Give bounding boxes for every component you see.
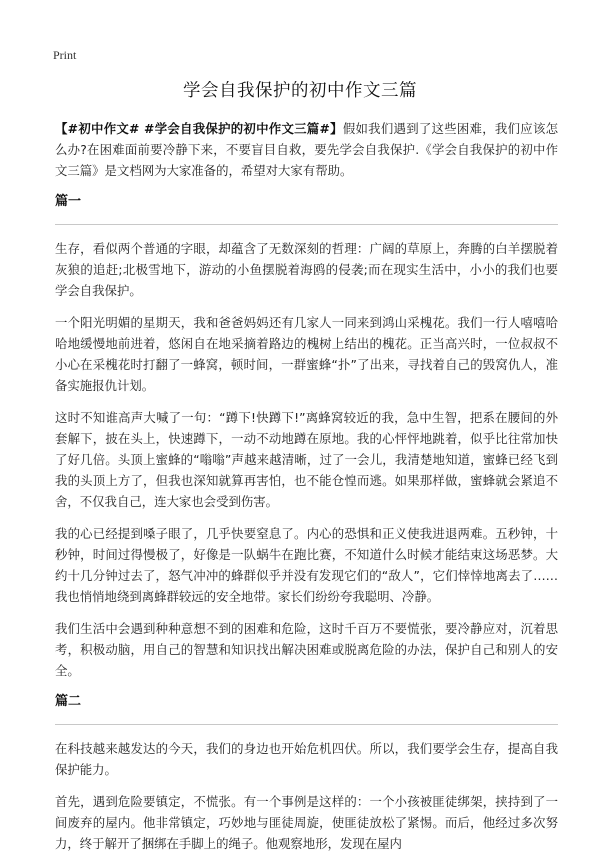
paragraph: 在科技越来越发达的今天，我们的身边也开始危机四伏。所以，我们要学会生存，提高自我保护能力。 [55, 741, 558, 777]
paragraph: 生存，看似两个普通的字眼，却蕴含了无数深刻的哲理：广阔的草原上，奔腾的白羊摆脱着灰狼的追赶;北极雪地下，游动的小鱼摆脱着海鸥的侵袭;而在现实生活中，小小的我们也要学会自我保护。 [55, 241, 558, 298]
paragraph: 这时不知谁高声大喊了一句：“蹲下!快蹲下!”离蜂窝较近的我，急中生智，把系在腰间的外套解下，披在头上，快速蹲下，一动不动地蹲在原地。我的心怦怦地跳着，似乎比往常加快了好几倍。头顶上蜜蜂的“嗡嗡”声越来越清晰，过了一会儿，我清楚地知道，蜜蜂已经飞到我的头顶上方了，但我也深知就算再害怕，也不能仓惶而逃。如果那样做，蜜蜂就会紧追不舍，不仅我自己，连大家也会受到伤害。 [55, 410, 558, 509]
page-title: 学会自我保护的初中作文三篇 [183, 81, 417, 101]
section-divider [55, 224, 558, 225]
paragraph: 我们生活中会遇到种种意想不到的困难和危险，这时千百万不要慌张，要冷静应对，沉着思考，积极动脑，用自己的智慧和知识找出解决困难或脱离危险的办法，保护自己和别人的安全。 [55, 621, 558, 678]
article-body [55, 118, 558, 865]
intro-text: 假如我们遇到了这些困难，我们应该怎么办?在困难面前要冷静下来，不要盲目自救，要先学会自我保护.《学会自我保护的初中作文三篇》是文档网为大家准备的，希望对大家有帮助。 [55, 121, 559, 178]
paragraph: 一个阳光明媚的星期天，我和爸爸妈妈还有几家人一同来到鸿山采槐花。我们一行人嘻嘻哈哈地缓慢地前进着，悠闲自在地采摘着路边的槐树上结出的槐花。正当高兴时，一位叔叔不小心在采槐花时打翻了一蜂窝，顿时间，一群蜜蜂“扑”了出来，寻找着自己的毁窝仇人，准备实施报仇计划。 [55, 315, 558, 393]
print-link[interactable]: Print [53, 48, 77, 62]
paragraph: 我的心已经提到嗓子眼了，几乎快要窒息了。内心的恐惧和正义使我进退两难。五秒钟，十秒钟，时间过得慢极了，好像是一队蜗牛在跑比赛，不知道什么时候才能结束这场恶梦。大约十几分钟过去了，怒气冲冲的蜂群似乎并没有发现它们的“敌人”，它们悻悻地离去了……我也悄悄地绕到离蜂群较远的安全地带。家长们纷纷夸我聪明、冷静。 [55, 526, 558, 604]
section-heading-2: 篇二 [55, 694, 82, 709]
section-divider [55, 724, 558, 725]
intro-tag: 【#初中作文# #学会自我保护的初中作文三篇#】 [55, 121, 343, 136]
section-heading-1: 篇一 [55, 194, 82, 209]
paragraph: 首先，遇到危险要镇定，不慌张。有一个事例是这样的：一个小孩被匪徒绑架，挟持到了一间废弃的屋内。他非常镇定，巧妙地与匪徒周旋，使匪徒放松了紧惕。而后，他经过多次努力，终于解开了捆绑在手脚上的绳子。他观察地形，发现在屋内 [55, 794, 558, 851]
intro-paragraph [55, 118, 558, 181]
